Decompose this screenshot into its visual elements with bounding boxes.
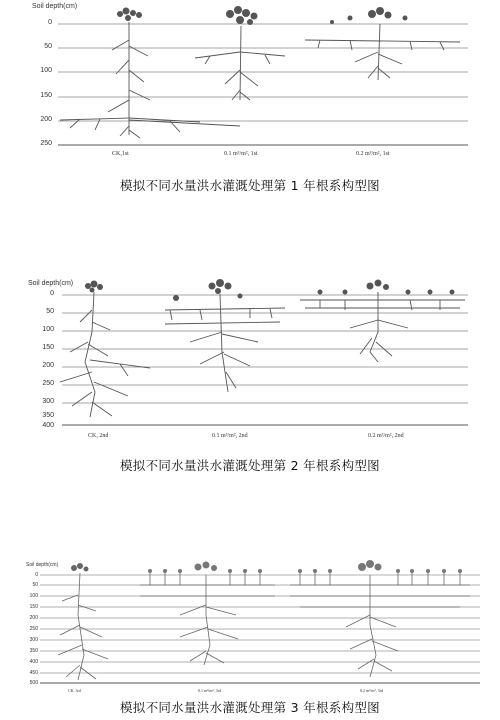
treatment-label: CK, 3rd bbox=[68, 688, 81, 693]
tick-label: 400 bbox=[42, 422, 54, 429]
tick-label: 50 bbox=[46, 308, 54, 315]
tick-label: 0 bbox=[50, 290, 54, 297]
tick-label: 350 bbox=[29, 648, 38, 654]
tick-label: 50 bbox=[32, 582, 38, 588]
axis-title-year1: Soil depth(cm) bbox=[32, 3, 78, 10]
treatment-label: 0.1 m³/m², 3rd bbox=[198, 688, 222, 693]
tick-label: 200 bbox=[40, 116, 52, 123]
tick-label: 0 bbox=[48, 19, 52, 26]
root-drawing-year2 bbox=[0, 272, 500, 442]
tick-label: 300 bbox=[42, 398, 54, 405]
treatment-label: CK,1st bbox=[112, 151, 129, 157]
tick-label: 0 bbox=[35, 572, 38, 578]
tick-label: 100 bbox=[42, 326, 54, 333]
figure-caption-year1: 模拟不同水量洪水灌溉处理第 1 年根系构型图 bbox=[119, 178, 380, 193]
root-diagram-year2 bbox=[0, 272, 500, 482]
tick-label: 150 bbox=[42, 344, 54, 351]
root-drawing-year3 bbox=[0, 555, 500, 695]
tick-label: 200 bbox=[29, 615, 38, 621]
treatment-label: 0.2 m³/m², 1st bbox=[356, 151, 390, 157]
tick-label: 150 bbox=[40, 92, 52, 99]
axis-title-year2: Soil depth(cm) bbox=[28, 280, 74, 287]
treatment-label: 0.2 m³/m², 3rd bbox=[360, 688, 384, 693]
tick-label: 150 bbox=[29, 604, 38, 610]
figure-caption-year3: 模拟不同水量洪水灌溉处理第 3 年根系构型图 bbox=[119, 700, 380, 715]
tick-label: 350 bbox=[42, 412, 54, 419]
tick-label: 400 bbox=[29, 659, 38, 665]
tick-label: 250 bbox=[42, 380, 54, 387]
treatment-label: CK, 2nd bbox=[88, 433, 109, 439]
root-diagram-year3 bbox=[0, 555, 500, 720]
figure-caption-year2: 模拟不同水量洪水灌溉处理第 2 年根系构型图 bbox=[119, 458, 380, 473]
tick-label: 250 bbox=[40, 140, 52, 147]
axis-title-year3: Soil depth(cm) bbox=[26, 562, 59, 568]
tick-label: 450 bbox=[29, 670, 38, 676]
tick-label: 200 bbox=[42, 362, 54, 369]
treatment-label: 0.1 m³/m², 2nd bbox=[212, 433, 248, 439]
treatment-label: 0.1 m³/m², 1st bbox=[224, 151, 258, 157]
tick-label: 300 bbox=[29, 637, 38, 643]
tick-label: 50 bbox=[44, 43, 52, 50]
tick-label: 100 bbox=[29, 593, 38, 599]
tick-label: 100 bbox=[40, 67, 52, 74]
tick-label: 500 bbox=[29, 680, 38, 686]
treatment-label: 0.2 m³/m², 2nd bbox=[368, 433, 404, 439]
tick-label: 250 bbox=[29, 626, 38, 632]
root-drawing-year1 bbox=[0, 0, 500, 170]
root-diagram-year1 bbox=[0, 0, 500, 200]
